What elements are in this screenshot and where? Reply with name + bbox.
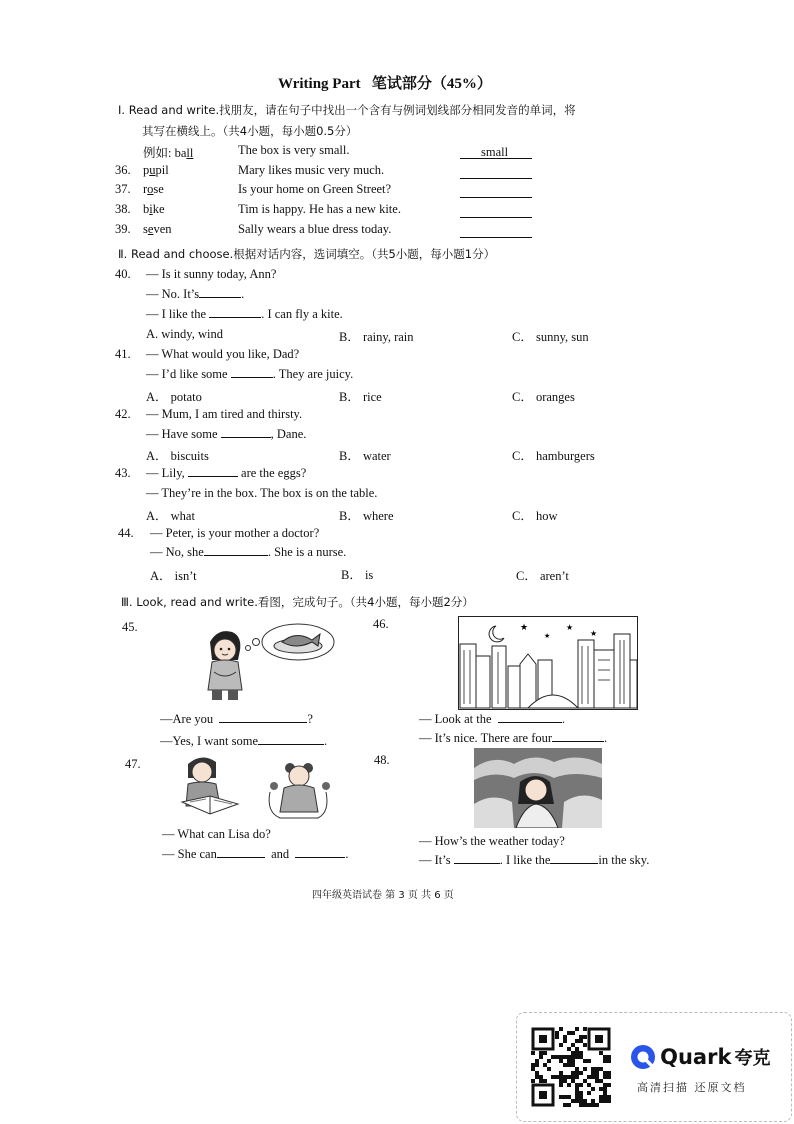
q44-option-b[interactable]: B． is <box>341 568 374 582</box>
qr-cell <box>567 1047 571 1051</box>
qr-cell <box>579 1103 583 1107</box>
q46-line2 <box>419 731 607 746</box>
page-title <box>278 72 492 93</box>
part2-heading <box>118 246 495 262</box>
q43-blank[interactable] <box>188 476 238 477</box>
q45-line1 <box>160 712 313 727</box>
qr-cell <box>591 1075 595 1079</box>
qr-cell <box>559 1059 563 1063</box>
qr-cell <box>559 1075 563 1079</box>
qr-cell <box>543 1063 547 1067</box>
q42-line2 <box>146 427 306 442</box>
qr-cell <box>567 1059 571 1063</box>
qr-cell <box>607 1059 611 1063</box>
qr-cell <box>583 1099 587 1103</box>
q44-line2-text: — No, she <box>150 545 204 559</box>
qr-cell <box>539 1055 543 1059</box>
qr-cell <box>567 1031 571 1035</box>
qr-cell <box>567 1083 571 1087</box>
q42-blank[interactable] <box>221 437 271 438</box>
part3-instruction: Look, read and write.看图，完成句子。（共4小题，每小题2分） <box>136 595 474 609</box>
qr-cell <box>599 1099 603 1103</box>
qr-cell <box>571 1063 575 1067</box>
q40-line1: — Is it sunny today, Ann? <box>146 267 277 281</box>
qr-cell <box>595 1075 599 1079</box>
q46-number: 46. <box>373 617 389 631</box>
part1-item-word <box>143 163 169 178</box>
qr-cell <box>591 1103 595 1107</box>
qr-cell <box>575 1091 579 1095</box>
part1-number: Ⅰ. <box>118 103 126 117</box>
qr-cell <box>539 1075 543 1079</box>
qr-cell <box>563 1063 567 1067</box>
page-footer: 四年级英语试卷 第 3 页 共 6 页 <box>312 890 454 901</box>
q47-blank2[interactable] <box>295 857 345 858</box>
qr-cell <box>547 1059 551 1063</box>
part3-heading <box>121 594 474 610</box>
part1-item-sentence: Mary likes music very much. <box>238 163 385 177</box>
qr-cell <box>563 1095 567 1099</box>
qr-cell <box>575 1055 579 1059</box>
qr-cell <box>539 1079 543 1083</box>
qr-cell <box>591 1099 595 1103</box>
qr-cell <box>575 1039 579 1043</box>
quark-logo-icon <box>629 1043 657 1071</box>
qr-cell <box>571 1075 575 1079</box>
qr-cell <box>579 1039 583 1043</box>
part1-heading <box>118 102 576 118</box>
qr-cell <box>583 1079 587 1083</box>
q45-line1-text: —Are you <box>160 712 214 726</box>
qr-cell <box>603 1083 607 1087</box>
part3-number: Ⅲ. <box>121 595 133 609</box>
qr-cell <box>575 1047 579 1051</box>
part1-item-word-ul: u <box>149 163 156 177</box>
qr-cell <box>575 1075 579 1079</box>
q40-option-b[interactable]: B． rainy, rain <box>339 330 414 344</box>
qr-cell <box>547 1067 551 1071</box>
part1-item-answer-blank[interactable] <box>460 217 532 218</box>
qr-cell <box>559 1027 563 1031</box>
q42-line2-text: — Have some <box>146 427 218 441</box>
qr-cell <box>603 1087 607 1091</box>
qr-cell <box>579 1099 583 1103</box>
qr-cell <box>591 1087 595 1091</box>
qr-cell <box>559 1083 563 1087</box>
qr-cell <box>531 1051 535 1055</box>
q45-picture-girl-thinking-fish <box>198 620 348 704</box>
qr-cell <box>567 1075 571 1079</box>
part1-item-answer-blank[interactable] <box>460 197 532 198</box>
qr-cell <box>603 1099 607 1103</box>
example-answer-line <box>460 158 532 159</box>
q43-number: 43. <box>115 466 131 480</box>
q42-line2-end: , Dane. <box>270 427 307 441</box>
q42-option-c[interactable]: C． hamburgers <box>512 449 595 463</box>
part1-item-word-pre: p <box>143 163 150 177</box>
qr-cell <box>603 1091 607 1095</box>
q43-option-b[interactable]: B． where <box>339 509 394 523</box>
q41-option-c[interactable]: C． oranges <box>512 390 575 404</box>
qr-cell <box>599 1087 603 1091</box>
example-sentence: The box is very small. <box>238 143 350 157</box>
q45-blank2[interactable] <box>258 744 324 745</box>
part1-item-sentence: Tim is happy. He has a new kite. <box>238 202 401 216</box>
qr-cell <box>599 1095 603 1099</box>
qr-cell <box>539 1051 543 1055</box>
qr-cell <box>587 1091 591 1095</box>
q41-line1: — What would you like, Dad? <box>146 347 300 361</box>
q42-option-b[interactable]: B． water <box>339 449 391 463</box>
qr-cell <box>555 1031 559 1035</box>
q41-line2-text: — I’d like some <box>146 367 228 381</box>
part1-item-answer-blank[interactable] <box>460 178 532 179</box>
qr-cell <box>575 1071 579 1075</box>
qr-cell <box>559 1055 563 1059</box>
qr-cell <box>571 1055 575 1059</box>
qr-cell <box>587 1075 591 1079</box>
q48-line2 <box>419 853 649 868</box>
qr-cell <box>583 1059 587 1063</box>
q43-line2: — They’re in the box. The box is on the table. <box>146 486 378 500</box>
qr-cell <box>571 1051 575 1055</box>
part1-item-word-post: se <box>153 182 164 196</box>
qr-cell <box>599 1079 603 1083</box>
part1-item-word <box>143 202 165 217</box>
q48-blank1[interactable] <box>454 863 500 864</box>
part1-item-number: 36. <box>115 163 131 177</box>
qr-cell <box>591 1067 595 1071</box>
q44-blank[interactable] <box>204 555 268 556</box>
qr-cell <box>579 1071 583 1075</box>
qr-cell <box>579 1035 583 1039</box>
qr-code <box>531 1027 611 1107</box>
part1-item-word-post: ven <box>153 222 172 236</box>
qr-cell <box>563 1039 567 1043</box>
q47-picture-lisa-read-draw <box>180 752 340 824</box>
q47-line2-and: and <box>271 847 290 861</box>
q45-blank1[interactable] <box>219 722 307 723</box>
qr-cell <box>603 1075 607 1079</box>
qr-cell <box>587 1083 591 1087</box>
qr-cell <box>531 1079 535 1083</box>
qr-cell <box>575 1051 579 1055</box>
qr-cell <box>607 1099 611 1103</box>
qr-cell <box>575 1067 579 1071</box>
qr-cell <box>571 1079 575 1083</box>
part1-item-word-pre: s <box>143 222 148 236</box>
svg-text:★: ★ <box>590 629 598 638</box>
q42-number: 42. <box>115 407 131 421</box>
part1-item-number: 38. <box>115 202 131 216</box>
qr-cell <box>571 1043 575 1047</box>
q41-number: 41. <box>115 347 131 361</box>
q44-line2 <box>150 545 346 560</box>
q43-line1-end: are the eggs? <box>241 466 307 480</box>
quark-brand <box>629 1043 771 1071</box>
qr-cell <box>599 1067 603 1071</box>
qr-cell <box>587 1059 591 1063</box>
q41-option-b[interactable]: B． rice <box>339 390 382 404</box>
svg-text:★: ★ <box>520 623 529 633</box>
part1-instruction: Read and write.找朋友，请在句子中找出一个含有与例词划线部分相同发音的单词，将 <box>128 103 576 117</box>
qr-cell <box>531 1063 535 1067</box>
part1-item-word-ul: e <box>147 222 154 236</box>
part1-item-word-ul: o <box>147 182 154 196</box>
qr-cell <box>531 1067 535 1071</box>
qr-cell <box>563 1079 567 1083</box>
qr-cell <box>591 1071 595 1075</box>
qr-cell <box>571 1031 575 1035</box>
q42-line1: — Mum, I am tired and thirsty. <box>146 407 303 421</box>
q48-line2-text: — It’s <box>419 853 451 867</box>
q44-line2-end: . She is a nurse. <box>267 545 347 559</box>
q47-blank1[interactable] <box>217 857 265 858</box>
q45-line2-end: . <box>324 734 328 748</box>
qr-cell <box>595 1103 599 1107</box>
quark-brand-name: Quark <box>660 1045 732 1069</box>
qr-cell <box>535 1059 539 1063</box>
q48-line2-mid: . I like the <box>499 853 551 867</box>
qr-cell <box>595 1071 599 1075</box>
quark-slogan: 高清扫描 还原文档 <box>637 1081 747 1094</box>
q43-line1 <box>146 466 306 481</box>
qr-cell <box>579 1051 583 1055</box>
q40-option-c[interactable]: C． sunny, sun <box>512 330 589 344</box>
q46-line2-text: — It’s nice. There are four <box>419 731 553 745</box>
part1-item-word-pre: r <box>143 182 148 196</box>
q44-number: 44. <box>118 526 134 540</box>
q42-option-a[interactable]: A． biscuits <box>146 449 209 463</box>
qr-cell <box>563 1075 567 1079</box>
q48-number: 48. <box>374 753 390 767</box>
q41-line2-end: . They are juicy. <box>272 367 354 381</box>
qr-cell <box>579 1095 583 1099</box>
q40-line2 <box>146 287 244 302</box>
qr-cell <box>603 1055 607 1059</box>
qr-cell <box>571 1071 575 1075</box>
qr-cell <box>575 1095 579 1099</box>
part2-number: Ⅱ. <box>118 247 128 261</box>
q40-line3 <box>146 307 343 322</box>
qr-cell <box>595 1067 599 1071</box>
qr-cell <box>599 1051 603 1055</box>
qr-cell <box>579 1091 583 1095</box>
q47-line2-text: — She can <box>162 847 217 861</box>
q40-line2-end: . <box>241 287 245 301</box>
qr-cell <box>555 1055 559 1059</box>
q46-picture-city-night <box>458 616 638 710</box>
q46-line1 <box>419 712 565 727</box>
qr-cell <box>551 1055 555 1059</box>
q48-blank2[interactable] <box>550 863 598 864</box>
q40-line3-end: . I can fly a kite. <box>261 307 343 321</box>
qr-cell <box>551 1075 555 1079</box>
q48-line1: — How’s the weather today? <box>419 834 565 848</box>
q40-line2-text: — No. It’s <box>146 287 200 301</box>
example-label: 例如: <box>143 146 172 160</box>
qr-cell <box>535 1063 539 1067</box>
q43-line1-text: — Lily, <box>146 466 185 480</box>
qr-cell <box>575 1087 579 1091</box>
q40-blank2[interactable] <box>209 317 261 318</box>
q45-number: 45. <box>122 620 138 634</box>
qr-cell <box>603 1095 607 1099</box>
q40-number: 40. <box>115 267 131 281</box>
q46-line1-end: . <box>561 712 565 726</box>
qr-cell <box>559 1071 563 1075</box>
qr-cell <box>559 1079 563 1083</box>
q41-option-a[interactable]: A． potato <box>146 390 202 404</box>
qr-cell <box>535 1071 539 1075</box>
q44-option-c[interactable]: C． aren’t <box>516 569 569 583</box>
q46-line1-text: — Look at the <box>419 712 492 726</box>
qr-cell <box>607 1095 611 1099</box>
qr-cell <box>607 1071 611 1075</box>
qr-cell <box>543 1051 547 1055</box>
q47-line1: — What can Lisa do? <box>162 827 271 841</box>
qr-cell <box>571 1059 575 1063</box>
svg-text:★: ★ <box>544 632 551 640</box>
qr-cell <box>579 1055 583 1059</box>
part1-item-answer-blank[interactable] <box>460 237 532 238</box>
qr-cell <box>583 1067 587 1071</box>
qr-cell <box>583 1035 587 1039</box>
q41-blank[interactable] <box>231 377 273 378</box>
q46-line2-end: . <box>604 731 608 745</box>
part1-item-word-post: ke <box>152 202 165 216</box>
part1-item-sentence: Is your home on Green Street? <box>238 182 392 196</box>
q45-line1-end: ? <box>307 712 313 726</box>
qr-cell <box>563 1055 567 1059</box>
title-en: Writing Part <box>278 76 361 92</box>
part1-item-word <box>143 222 172 237</box>
svg-text:★: ★ <box>566 623 574 632</box>
q45-line2-text: —Yes, I want some <box>160 734 259 748</box>
example-answer: small <box>481 145 509 159</box>
q47-line2-end: . <box>345 847 349 861</box>
qr-cell <box>559 1043 563 1047</box>
qr-cell <box>567 1103 571 1107</box>
q48-line2-end: in the sky. <box>598 853 650 867</box>
quark-brand-cn: 夸克 <box>734 1048 771 1069</box>
qr-cell <box>575 1083 579 1087</box>
part1-item-number: 37. <box>115 182 131 196</box>
qr-cell <box>583 1027 587 1031</box>
qr-cell <box>595 1079 599 1083</box>
example-word <box>143 143 193 161</box>
qr-cell <box>563 1103 567 1107</box>
qr-cell <box>555 1075 559 1079</box>
q45-line2 <box>160 734 327 749</box>
qr-cell <box>579 1083 583 1087</box>
qr-cell <box>567 1063 571 1067</box>
qr-cell <box>563 1035 567 1039</box>
part1-item-word-ul: i <box>149 202 153 216</box>
part2-instruction: Read and choose.根据对话内容，选词填空。（共5小题，每小题1分） <box>130 247 496 261</box>
q40-line3-text: — I like the <box>146 307 207 321</box>
q44-line1: — Peter, is your mother a doctor? <box>150 526 320 540</box>
q47-line2 <box>162 847 349 862</box>
qr-cell <box>607 1055 611 1059</box>
qr-cell <box>587 1103 591 1107</box>
qr-cell <box>583 1043 587 1047</box>
q43-option-c[interactable]: C． how <box>512 509 558 523</box>
qr-cell <box>607 1083 611 1087</box>
q40-option-a[interactable]: A. windy, wind <box>146 327 223 341</box>
qr-cell <box>583 1103 587 1107</box>
q41-line2 <box>146 367 353 382</box>
title-cn: 笔试部分（45%） <box>371 76 492 92</box>
qr-cell <box>555 1035 559 1039</box>
qr-cell <box>603 1071 607 1075</box>
q46-blank2[interactable] <box>552 741 604 742</box>
q40-blank1[interactable] <box>199 297 241 298</box>
part1-item-word-post: pil <box>155 163 169 177</box>
qr-cell <box>607 1075 611 1079</box>
q44-option-a[interactable]: A． isn’t <box>150 569 197 583</box>
part1-item-sentence: Sally wears a blue dress today. <box>238 222 392 236</box>
example-word-pre: ba <box>174 146 187 160</box>
example-word-underlined: ll <box>186 146 194 160</box>
q48-picture-girl-sky-clouds <box>474 748 602 828</box>
q46-blank1[interactable] <box>498 722 562 723</box>
qr-cell <box>567 1095 571 1099</box>
part1-item-number: 39. <box>115 222 131 236</box>
quark-watermark <box>516 1012 792 1122</box>
qr-cell <box>575 1099 579 1103</box>
qr-cell <box>567 1055 571 1059</box>
qr-cell <box>603 1059 607 1063</box>
qr-cell <box>575 1027 579 1031</box>
qr-cell <box>535 1075 539 1079</box>
qr-cell <box>543 1079 547 1083</box>
part1-heading-line2: 其写在横线上。（共4小题，每小题0.5分） <box>142 124 358 138</box>
qr-cell <box>571 1099 575 1103</box>
q47-number: 47. <box>125 757 141 771</box>
q43-option-a[interactable]: A． what <box>146 509 195 523</box>
part1-item-word-pre: b <box>143 202 150 216</box>
part1-item-word <box>143 182 164 197</box>
qr-cell <box>559 1095 563 1099</box>
